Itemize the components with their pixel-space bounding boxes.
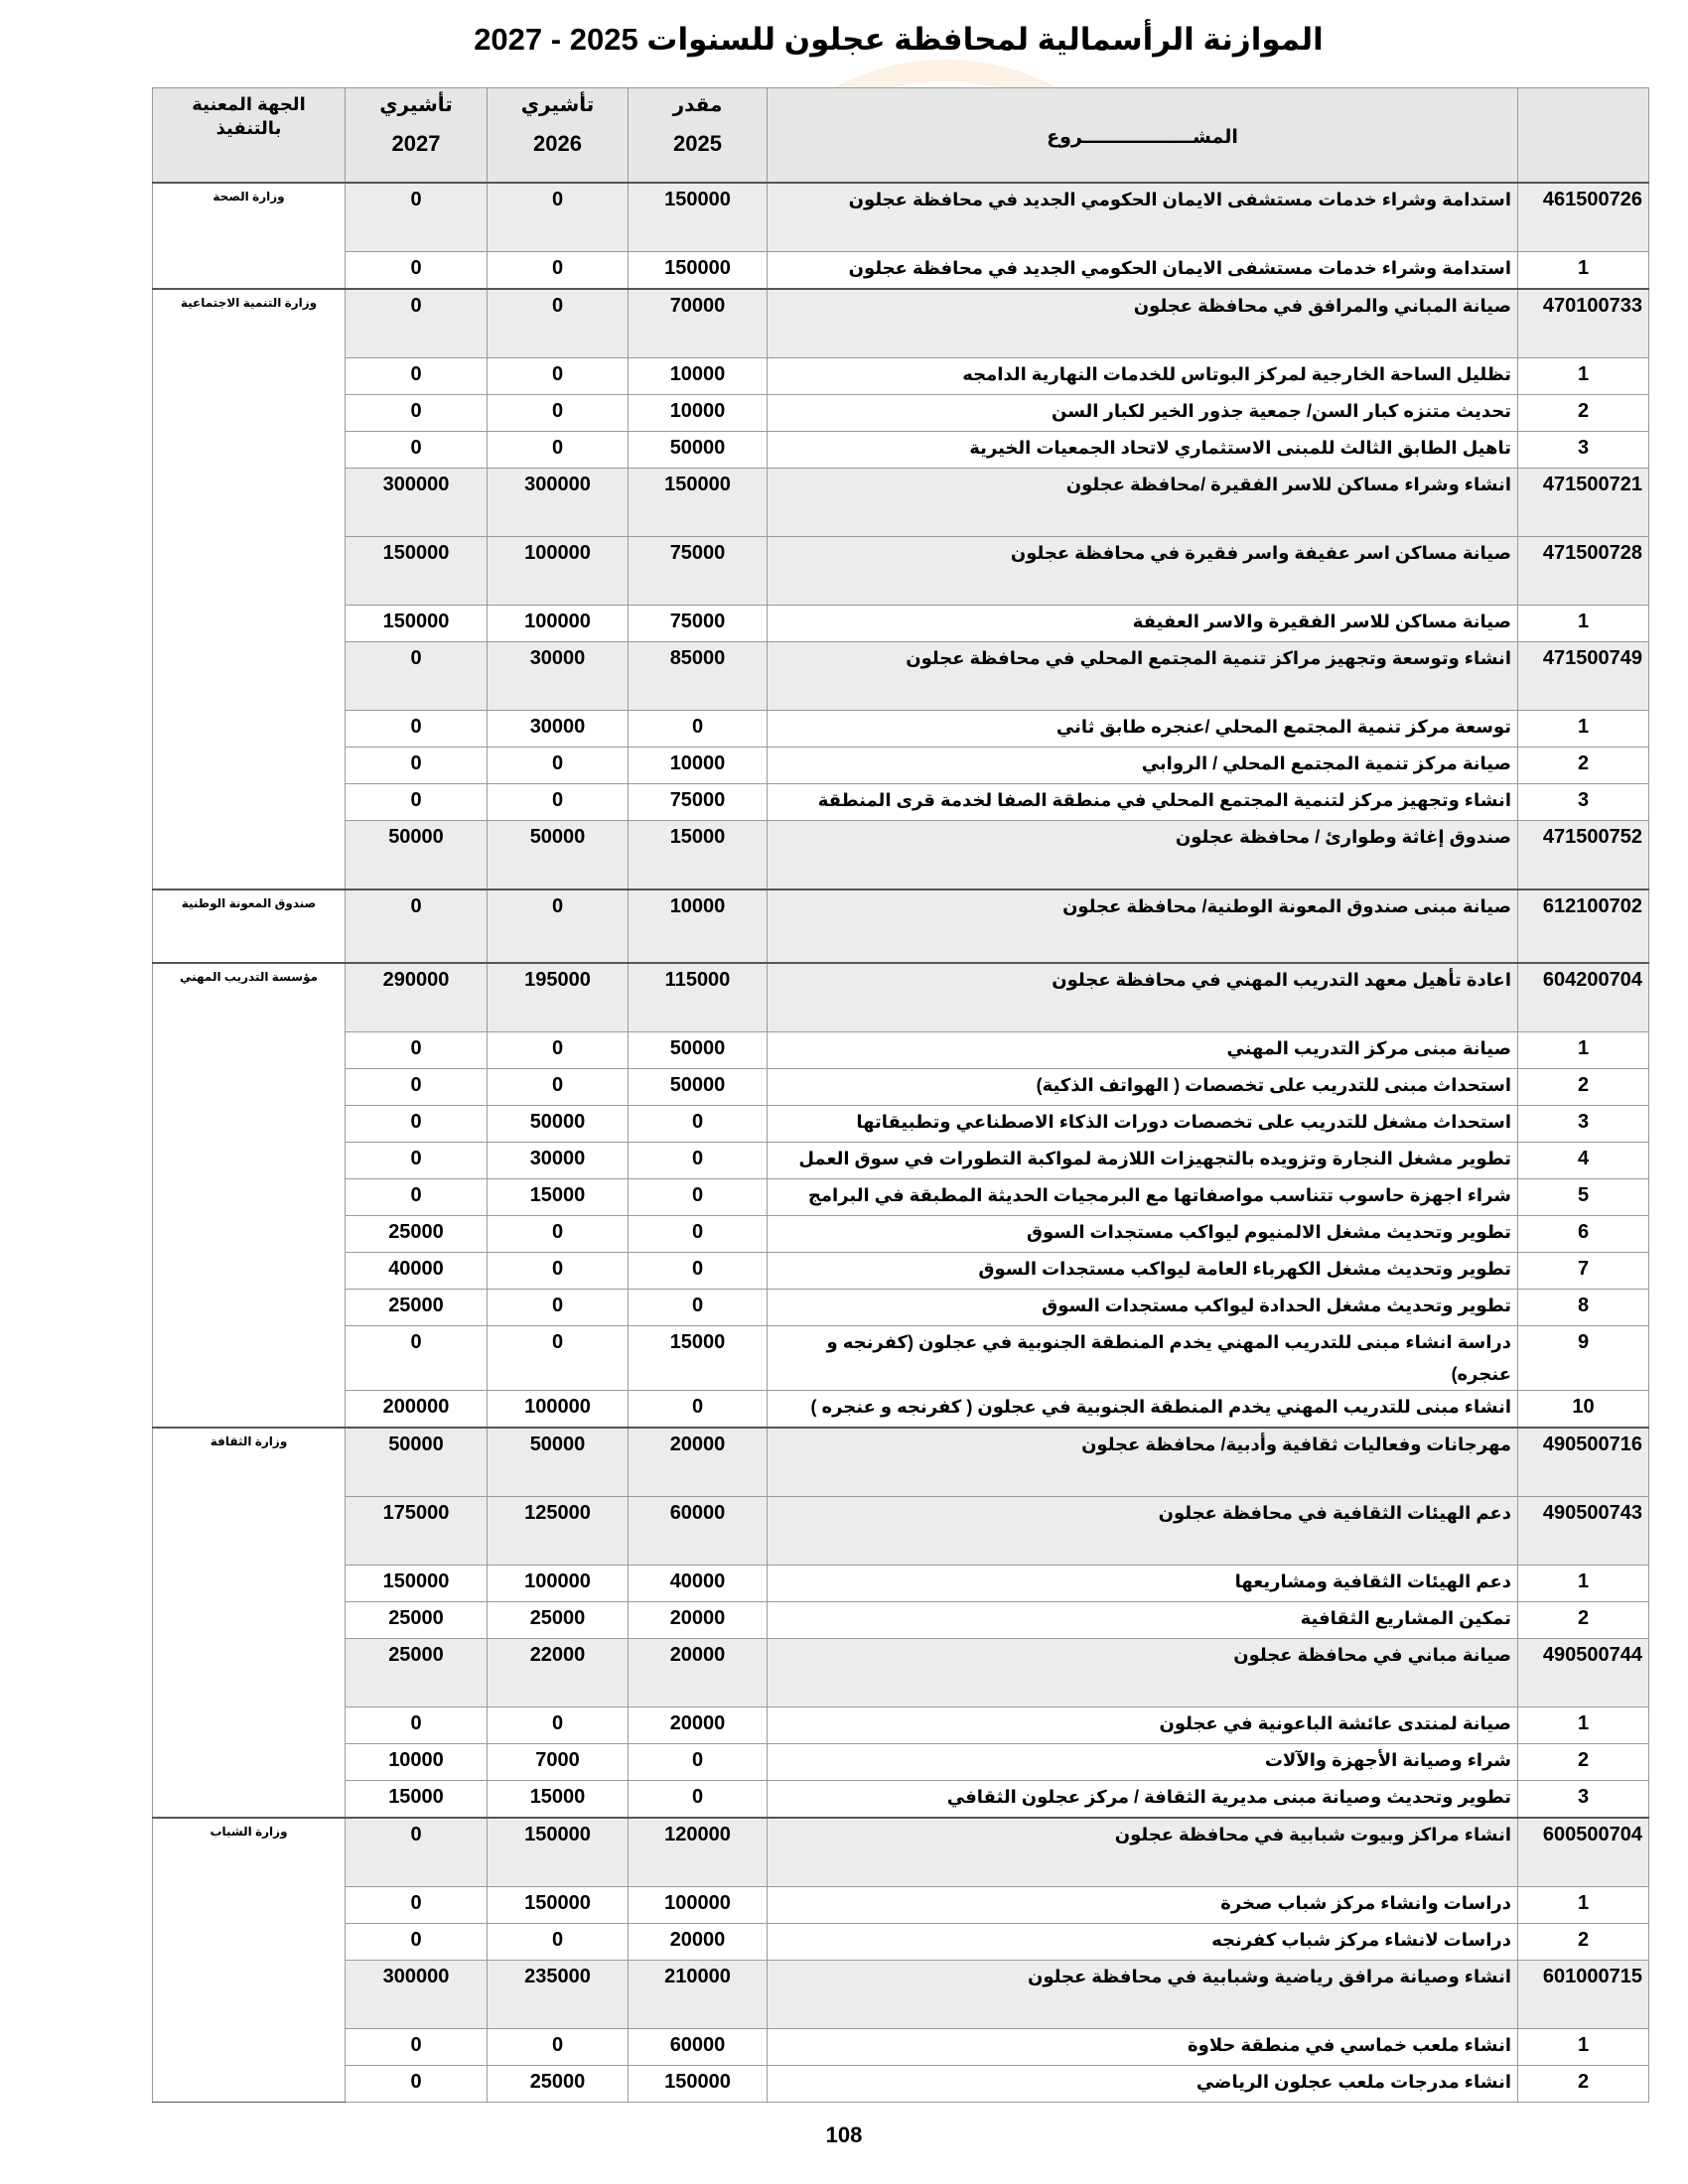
value-2026: 22000 [488,1639,629,1707]
sub-project-row [153,748,1649,784]
value-2027: 50000 [346,821,488,890]
project-code: 4 [1518,1143,1649,1179]
project-code: 1 [1518,606,1649,642]
value-2026: 0 [488,748,629,784]
value-2027: 15000 [346,1781,488,1819]
sub-project-row [153,1143,1649,1179]
value-2025: 20000 [629,1707,768,1744]
value-2025: 60000 [629,1497,768,1566]
value-2026: 195000 [488,963,629,1032]
project-row [153,537,1649,606]
sub-project-row [153,1924,1649,1961]
value-2027: 0 [346,183,488,252]
value-2027: 0 [346,889,488,963]
value-2025: 150000 [629,2066,768,2103]
project-code: 2 [1518,1924,1649,1961]
table-body [153,183,1649,2103]
header-project: المشـــــــــــــــــروع [768,88,1518,184]
header-2026 [488,88,629,184]
value-2025: 15000 [629,821,768,890]
sub-project-row [153,1744,1649,1781]
project-row [153,289,1649,358]
value-2026: 300000 [488,469,629,537]
project-row [153,1497,1649,1566]
project-code: 7 [1518,1253,1649,1290]
value-2027: 0 [346,642,488,711]
project-name: تطوير وتحديث مشغل الحدادة ليواكب مستجدات السوق [768,1290,1518,1326]
value-2027: 0 [346,1069,488,1106]
project-code: 601000715 [1518,1961,1649,2029]
value-2025: 20000 [629,1602,768,1639]
project-name: انشاء مراكز وبيوت شبابية في محافظة عجلون [768,1818,1518,1887]
value-2026: 100000 [488,606,629,642]
value-2025: 0 [629,1290,768,1326]
header-2027-year: 2027 [391,131,441,156]
sub-project-row [153,1290,1649,1326]
value-2027: 0 [346,1707,488,1744]
value-2027: 0 [346,1326,488,1391]
value-2026: 0 [488,1326,629,1391]
value-2027: 0 [346,711,488,748]
value-2026: 0 [488,1253,629,1290]
value-2027: 0 [346,252,488,290]
project-code: 8 [1518,1290,1649,1326]
sub-project-row [153,784,1649,821]
header-2025-label: مقدر [672,94,723,116]
value-2025: 0 [629,1253,768,1290]
project-code: 2 [1518,2066,1649,2103]
project-name: دراسات لانشاء مركز شباب كفرنجه [768,1924,1518,1961]
value-2027: 25000 [346,1216,488,1253]
value-2027: 40000 [346,1253,488,1290]
implementing-ministry: وزارة التنمية الاجتماعية [153,289,346,889]
value-2027: 200000 [346,1391,488,1429]
value-2027: 0 [346,1143,488,1179]
value-2027: 300000 [346,469,488,537]
sub-project-row [153,2066,1649,2103]
page-number: 108 [825,2122,863,2147]
value-2026: 100000 [488,1391,629,1429]
value-2027: 0 [346,358,488,395]
value-2026: 30000 [488,1143,629,1179]
project-name: استدامة وشراء خدمات مستشفى الايمان الحكومي الجديد في محافظة عجلون [768,183,1518,252]
project-name: تطوير وتحديث وصيانة مبنى مديرية الثقافة / مركز عجلون الثقافي [768,1781,1518,1819]
implementing-ministry: وزارة الصحة [153,183,346,289]
value-2025: 75000 [629,606,768,642]
value-2027: 50000 [346,1428,488,1497]
value-2025: 50000 [629,1069,768,1106]
value-2027: 290000 [346,963,488,1032]
value-2026: 150000 [488,1818,629,1887]
value-2025: 85000 [629,642,768,711]
project-code: 490500743 [1518,1497,1649,1566]
implementing-ministry: وزارة الشباب [153,1818,346,2103]
header-2026-label: تأشيري [520,94,595,116]
project-code: 470100733 [1518,289,1649,358]
project-code: 1 [1518,1887,1649,1924]
project-code: 2 [1518,748,1649,784]
project-name: صيانة مركز تنمية المجتمع المحلي / الروابي [768,748,1518,784]
sub-project-row [153,711,1649,748]
value-2027: 0 [346,1818,488,1887]
project-code: 5 [1518,1179,1649,1216]
project-name: تطوير وتحديث مشغل الالمنيوم ليواكب مستجدات السوق [768,1216,1518,1253]
value-2026: 100000 [488,537,629,606]
value-2027: 0 [346,748,488,784]
value-2026: 0 [488,784,629,821]
sub-project-row [153,1106,1649,1143]
value-2027: 150000 [346,1566,488,1602]
project-name: انشاء مبنى للتدريب المهني يخدم المنطقة الجنوبية في عجلون ( كفرنجه و عنجره ) [768,1391,1518,1429]
sub-project-row [153,1069,1649,1106]
project-row [153,963,1649,1032]
project-row [153,642,1649,711]
project-name: تحديث متنزه كبار السن/ جمعية جذور الخير لكبار السن [768,395,1518,432]
value-2026: 0 [488,889,629,963]
value-2025: 10000 [629,748,768,784]
value-2027: 0 [346,1179,488,1216]
project-code: 3 [1518,1106,1649,1143]
sub-project-row [153,1253,1649,1290]
project-name: صيانة لمنتدى عائشة الباعونية في عجلون [768,1707,1518,1744]
project-code: 471500752 [1518,821,1649,890]
sub-project-row [153,432,1649,469]
value-2027: 0 [346,2066,488,2103]
value-2025: 20000 [629,1639,768,1707]
value-2025: 15000 [629,1326,768,1391]
project-name: شراء اجهزة حاسوب تتناسب مواصفاتها مع البرمجيات الحديثة المطبقة في البرامج [768,1179,1518,1216]
project-code: 1 [1518,252,1649,290]
project-name: صيانة مساكن للاسر الفقيرة والاسر العفيفة [768,606,1518,642]
value-2026: 50000 [488,821,629,890]
project-code: 3 [1518,432,1649,469]
value-2025: 40000 [629,1566,768,1602]
value-2026: 30000 [488,711,629,748]
value-2026: 150000 [488,1887,629,1924]
value-2026: 50000 [488,1428,629,1497]
project-name: انشاء وتوسعة وتجهيز مراكز تنمية المجتمع المحلي في محافظة عجلون [768,642,1518,711]
value-2026: 50000 [488,1106,629,1143]
value-2027: 25000 [346,1290,488,1326]
value-2025: 75000 [629,784,768,821]
implementing-ministry: وزارة الثقافة [153,1428,346,1818]
value-2027: 150000 [346,537,488,606]
value-2026: 0 [488,1707,629,1744]
value-2027: 0 [346,289,488,358]
sub-project-row [153,2029,1649,2066]
value-2026: 0 [488,183,629,252]
sub-project-row [153,1179,1649,1216]
project-code: 2 [1518,1744,1649,1781]
project-row [153,183,1649,252]
value-2026: 0 [488,395,629,432]
sub-project-row [153,1707,1649,1744]
value-2027: 10000 [346,1744,488,1781]
value-2025: 150000 [629,469,768,537]
header-2027-label: تأشيري [379,94,453,116]
project-name: استدامة وشراء خدمات مستشفى الايمان الحكومي الجديد في محافظة عجلون [768,252,1518,290]
value-2026: 0 [488,1924,629,1961]
value-2027: 0 [346,1106,488,1143]
value-2027: 0 [346,2029,488,2066]
project-name: صيانة مباني في محافظة عجلون [768,1639,1518,1707]
value-2026: 0 [488,2029,629,2066]
project-row [153,821,1649,890]
value-2025: 75000 [629,537,768,606]
project-code: 461500726 [1518,183,1649,252]
value-2026: 25000 [488,1602,629,1639]
value-2025: 20000 [629,1428,768,1497]
project-name: انشاء وتجهيز مركز لتنمية المجتمع المحلي في منطقة الصفا لخدمة قرى المنطقة [768,784,1518,821]
value-2025: 60000 [629,2029,768,2066]
value-2025: 0 [629,1781,768,1819]
sub-project-row [153,1781,1649,1819]
value-2025: 0 [629,1179,768,1216]
project-code: 471500728 [1518,537,1649,606]
project-row [153,469,1649,537]
project-row [153,1818,1649,1887]
value-2025: 0 [629,711,768,748]
project-name: صندوق إغاثة وطوارئ / محافظة عجلون [768,821,1518,890]
value-2027: 150000 [346,606,488,642]
value-2025: 120000 [629,1818,768,1887]
value-2026: 235000 [488,1961,629,2029]
project-name: دراسة انشاء مبنى للتدريب المهني يخدم المنطقة الجنوبية في عجلون (كفرنجه و عنجره) [768,1326,1518,1391]
sub-project-row [153,252,1649,290]
value-2026: 0 [488,289,629,358]
project-code: 1 [1518,711,1649,748]
value-2026: 0 [488,358,629,395]
project-name: صيانة المباني والمرافق في محافظة عجلون [768,289,1518,358]
project-code: 604200704 [1518,963,1649,1032]
header-ministry: الجهة المعنية بالتنفيذ [153,88,346,184]
project-name: تظليل الساحة الخارجية لمركز البوتاس للخدمات النهارية الدامجه [768,358,1518,395]
value-2025: 115000 [629,963,768,1032]
sub-project-row [153,1326,1649,1391]
page-title: الموازنة الرأسمالية لمحافظة عجلون للسنوات 2025 - 2027 [474,22,1324,57]
value-2025: 20000 [629,1924,768,1961]
value-2027: 0 [346,1924,488,1961]
project-code: 490500716 [1518,1428,1649,1497]
sub-project-row [153,1566,1649,1602]
sub-project-row [153,1887,1649,1924]
project-code: 10 [1518,1391,1649,1429]
value-2027: 300000 [346,1961,488,2029]
value-2025: 0 [629,1216,768,1253]
project-name: انشاء مدرجات ملعب عجلون الرياضي [768,2066,1518,2103]
sub-project-row [153,1602,1649,1639]
project-code: 471500749 [1518,642,1649,711]
implementing-ministry: صندوق المعونة الوطنية [153,889,346,963]
project-name: تطوير وتحديث مشغل الكهرباء العامة ليواكب مستجدات السوق [768,1253,1518,1290]
header-2025-year: 2025 [673,131,722,156]
value-2025: 0 [629,1744,768,1781]
value-2025: 0 [629,1106,768,1143]
sub-project-row [153,606,1649,642]
project-code: 471500721 [1518,469,1649,537]
project-name: شراء وصيانة الأجهزة والآلات [768,1744,1518,1781]
sub-project-row [153,1216,1649,1253]
project-code: 2 [1518,1602,1649,1639]
value-2026: 0 [488,1069,629,1106]
project-code: 6 [1518,1216,1649,1253]
value-2026: 25000 [488,2066,629,2103]
value-2026: 15000 [488,1781,629,1819]
value-2026: 125000 [488,1497,629,1566]
value-2027: 0 [346,784,488,821]
project-row [153,1961,1649,2029]
project-name: انشاء ملعب خماسي في منطقة حلاوة [768,2029,1518,2066]
value-2027: 0 [346,1032,488,1069]
project-code: 612100702 [1518,889,1649,963]
project-name: صيانة مبنى صندوق المعونة الوطنية/ محافظة عجلون [768,889,1518,963]
value-2025: 210000 [629,1961,768,2029]
value-2026: 30000 [488,642,629,711]
value-2026: 0 [488,432,629,469]
project-code: 1 [1518,2029,1649,2066]
value-2025: 10000 [629,358,768,395]
project-name: دعم الهيئات الثقافية ومشاريعها [768,1566,1518,1602]
value-2025: 150000 [629,252,768,290]
value-2025: 10000 [629,889,768,963]
project-name: استحداث مشغل للتدريب على تخصصات دورات الذكاء الاصطناعي وتطبيقاتها [768,1106,1518,1143]
project-name: انشاء وشراء مساكن للاسر الفقيرة /محافظة عجلون [768,469,1518,537]
project-name: تمكين المشاريع الثقافية [768,1602,1518,1639]
value-2026: 7000 [488,1744,629,1781]
sub-project-row [153,395,1649,432]
value-2027: 175000 [346,1497,488,1566]
sub-project-row [153,1391,1649,1429]
header-2025 [629,88,768,184]
project-code: 2 [1518,1069,1649,1106]
header-2026-year: 2026 [533,131,582,156]
table-header-row [153,88,1649,184]
project-name: دراسات وانشاء مركز شباب صخرة [768,1887,1518,1924]
value-2027: 0 [346,395,488,432]
project-code: 9 [1518,1326,1649,1391]
budget-table [152,87,1649,2103]
project-code: 600500704 [1518,1818,1649,1887]
project-name: مهرجانات وفعاليات ثقافية وأدبية/ محافظة عجلون [768,1428,1518,1497]
project-name: توسعة مركز تنمية المجتمع المحلي /عنجره طابق ثاني [768,711,1518,748]
project-name: صيانة مساكن اسر عفيفة واسر فقيرة في محافظة عجلون [768,537,1518,606]
value-2027: 25000 [346,1602,488,1639]
header-code [1518,88,1649,184]
value-2025: 100000 [629,1887,768,1924]
project-row [153,1639,1649,1707]
value-2026: 0 [488,252,629,290]
project-code: 3 [1518,784,1649,821]
project-code: 2 [1518,395,1649,432]
value-2025: 50000 [629,432,768,469]
value-2025: 10000 [629,395,768,432]
value-2025: 0 [629,1143,768,1179]
project-code: 490500744 [1518,1639,1649,1707]
implementing-ministry: مؤسسة التدريب المهني [153,963,346,1428]
project-code: 1 [1518,1707,1649,1744]
value-2025: 50000 [629,1032,768,1069]
sub-project-row [153,1032,1649,1069]
value-2027: 0 [346,1887,488,1924]
value-2026: 0 [488,1290,629,1326]
project-code: 3 [1518,1781,1649,1819]
sub-project-row [153,358,1649,395]
header-2027 [346,88,488,184]
project-name: تطوير مشغل النجارة وتزويده بالتجهيزات اللازمة لمواكبة التطورات في سوق العمل [768,1143,1518,1179]
project-name: استحداث مبنى للتدريب على تخصصات ( الهواتف الذكية) [768,1069,1518,1106]
value-2025: 70000 [629,289,768,358]
project-code: 1 [1518,1566,1649,1602]
project-name: اعادة تأهيل معهد التدريب المهني في محافظة عجلون [768,963,1518,1032]
value-2025: 0 [629,1391,768,1429]
value-2026: 0 [488,1216,629,1253]
value-2025: 150000 [629,183,768,252]
project-name: دعم الهيئات الثقافية في محافظة عجلون [768,1497,1518,1566]
project-code: 1 [1518,358,1649,395]
value-2026: 15000 [488,1179,629,1216]
value-2026: 100000 [488,1566,629,1602]
value-2027: 0 [346,432,488,469]
project-name: تاهيل الطابق الثالث للمبنى الاستثماري لاتحاد الجمعيات الخيرية [768,432,1518,469]
project-row [153,889,1649,963]
value-2026: 0 [488,1032,629,1069]
project-code: 1 [1518,1032,1649,1069]
value-2027: 25000 [346,1639,488,1707]
project-row [153,1428,1649,1497]
project-name: انشاء وصيانة مرافق رياضية وشبابية في محافظة عجلون [768,1961,1518,2029]
project-name: صيانة مبنى مركز التدريب المهني [768,1032,1518,1069]
